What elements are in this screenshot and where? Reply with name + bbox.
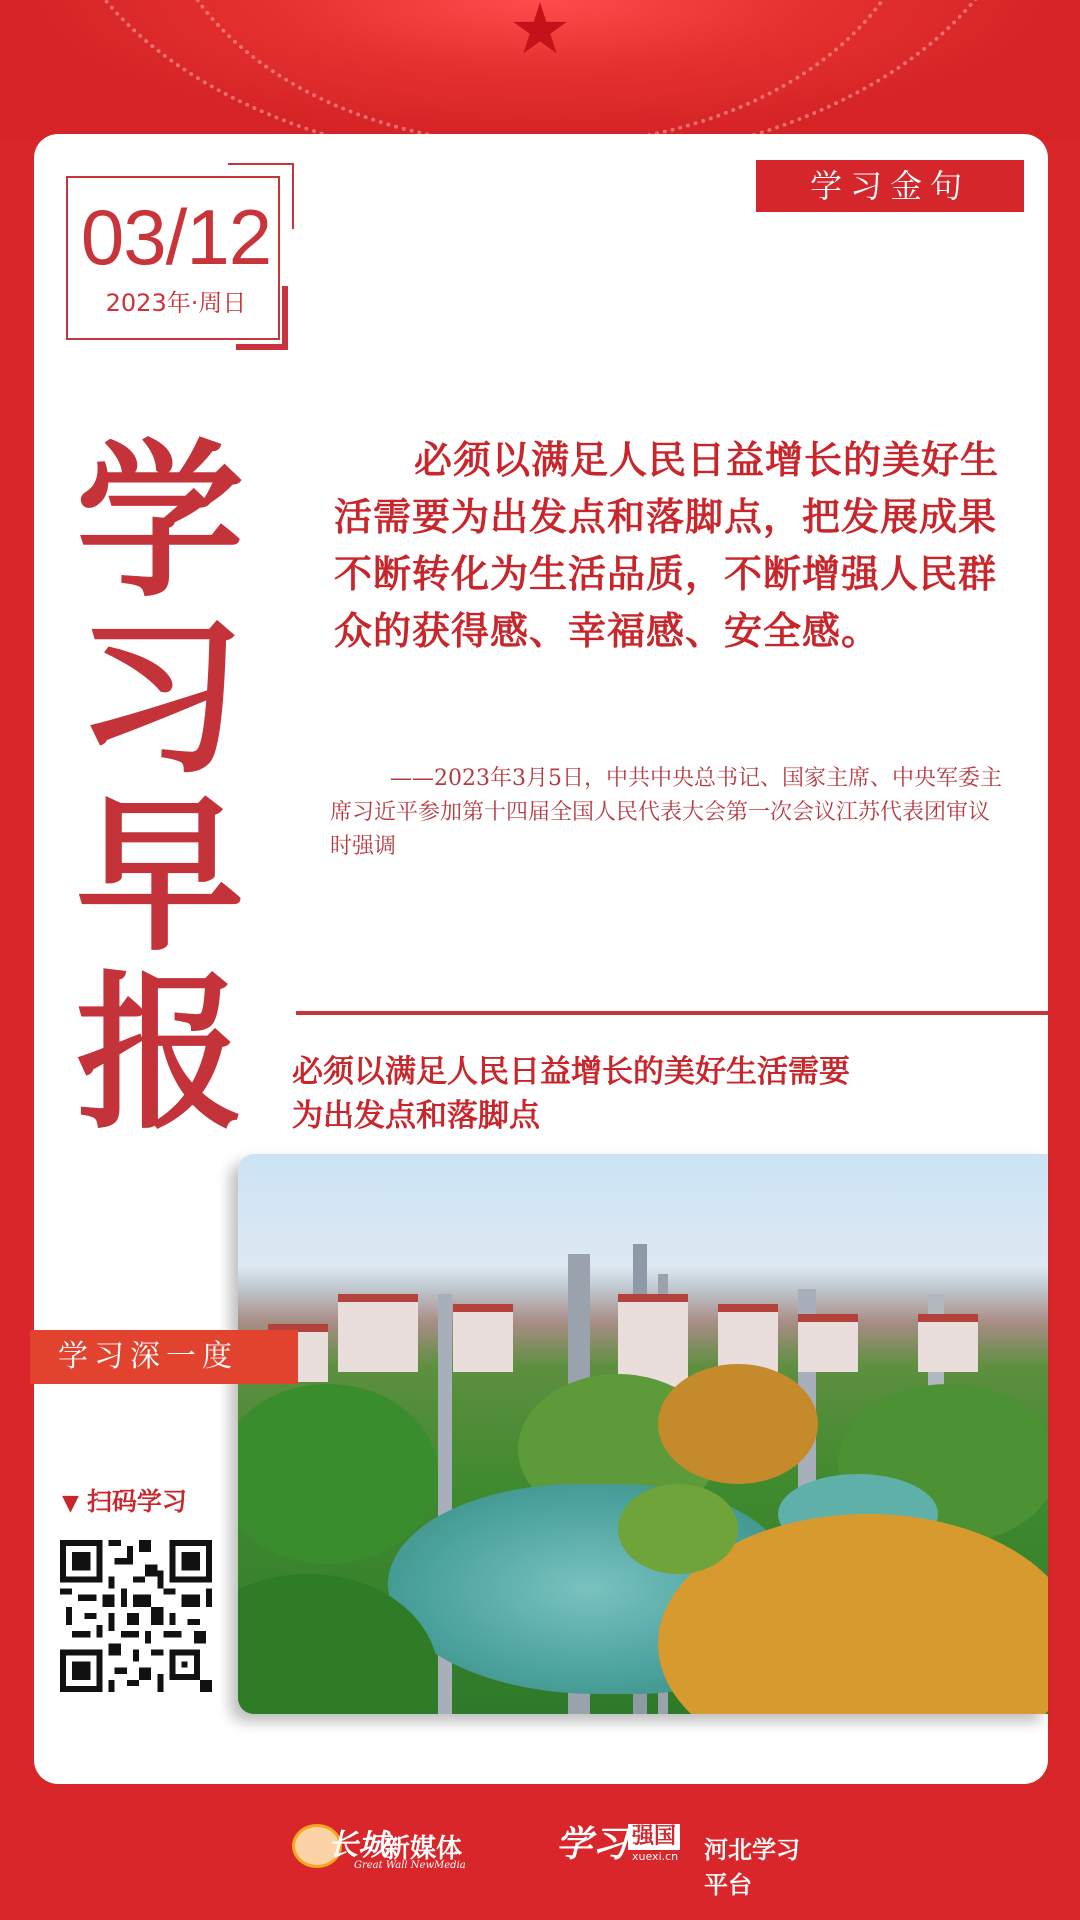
residential-building — [338, 1294, 418, 1372]
qr-code[interactable] — [60, 1540, 212, 1692]
logo-box-text: 强国 — [628, 1824, 680, 1850]
residential-building — [918, 1314, 978, 1372]
scan-text: 扫码学习 — [86, 1487, 187, 1516]
logo-script: 学习 — [556, 1823, 629, 1865]
logo-english: Great Wall NewMedia — [354, 1860, 466, 1871]
residential-building — [453, 1304, 513, 1372]
tree-cluster — [238, 1384, 438, 1564]
headline-line: 为出发点和落脚点 — [292, 1098, 540, 1134]
logo-url: xuexi.cn — [632, 1850, 679, 1863]
logo-text: 新媒体 — [384, 1834, 463, 1864]
section-tag-quote: 学习金句 — [756, 160, 1024, 212]
divider — [296, 1011, 1048, 1015]
top-decoration — [0, 0, 1080, 140]
quote-source: ——2023年3月5日，中共中央总书记、国家主席、中央军委主席习近平参加第十四届全国人民代表大会第一次会议江苏代表团审议时强调 — [330, 766, 1002, 859]
residential-building — [718, 1304, 778, 1372]
residential-building — [798, 1314, 858, 1372]
triangle-down-icon: ▼ — [62, 1491, 79, 1516]
city-park-photo — [238, 1154, 1048, 1714]
logo-script: 长城 — [328, 1828, 388, 1863]
date-year-weekday: 2023年·周日 — [105, 289, 247, 317]
footer — [0, 1800, 1080, 1920]
tree-cluster — [658, 1364, 818, 1484]
tree-cluster — [618, 1484, 738, 1574]
golden-quote: 必须以满足人民日益增长的美好生活需要为出发点和落脚点，把发展成果不断转化为生活品质，不断增强人民群众的获得感、幸福感、安全感。 — [334, 438, 1000, 653]
section-tag-deep: 学习深一度 — [30, 1330, 298, 1384]
great-wall-newmedia-logo — [292, 1818, 472, 1871]
headline-line: 必须以满足人民日益增长的美好生活需要 — [292, 1054, 850, 1090]
star-icon: ★ — [508, 0, 572, 70]
xuexi-qiangguo-logo — [556, 1816, 816, 1899]
article-headline[interactable] — [292, 1050, 1012, 1138]
logo-platform: 河北学习平台 — [704, 1836, 800, 1899]
vertical-title-char: 早 — [76, 776, 244, 974]
vertical-title-char: 学 — [76, 422, 244, 620]
vertical-title-char: 报 — [76, 954, 244, 1152]
vertical-title-char: 习 — [76, 598, 244, 796]
date-day: 03/12 — [80, 193, 272, 281]
scan-label — [62, 1486, 187, 1520]
